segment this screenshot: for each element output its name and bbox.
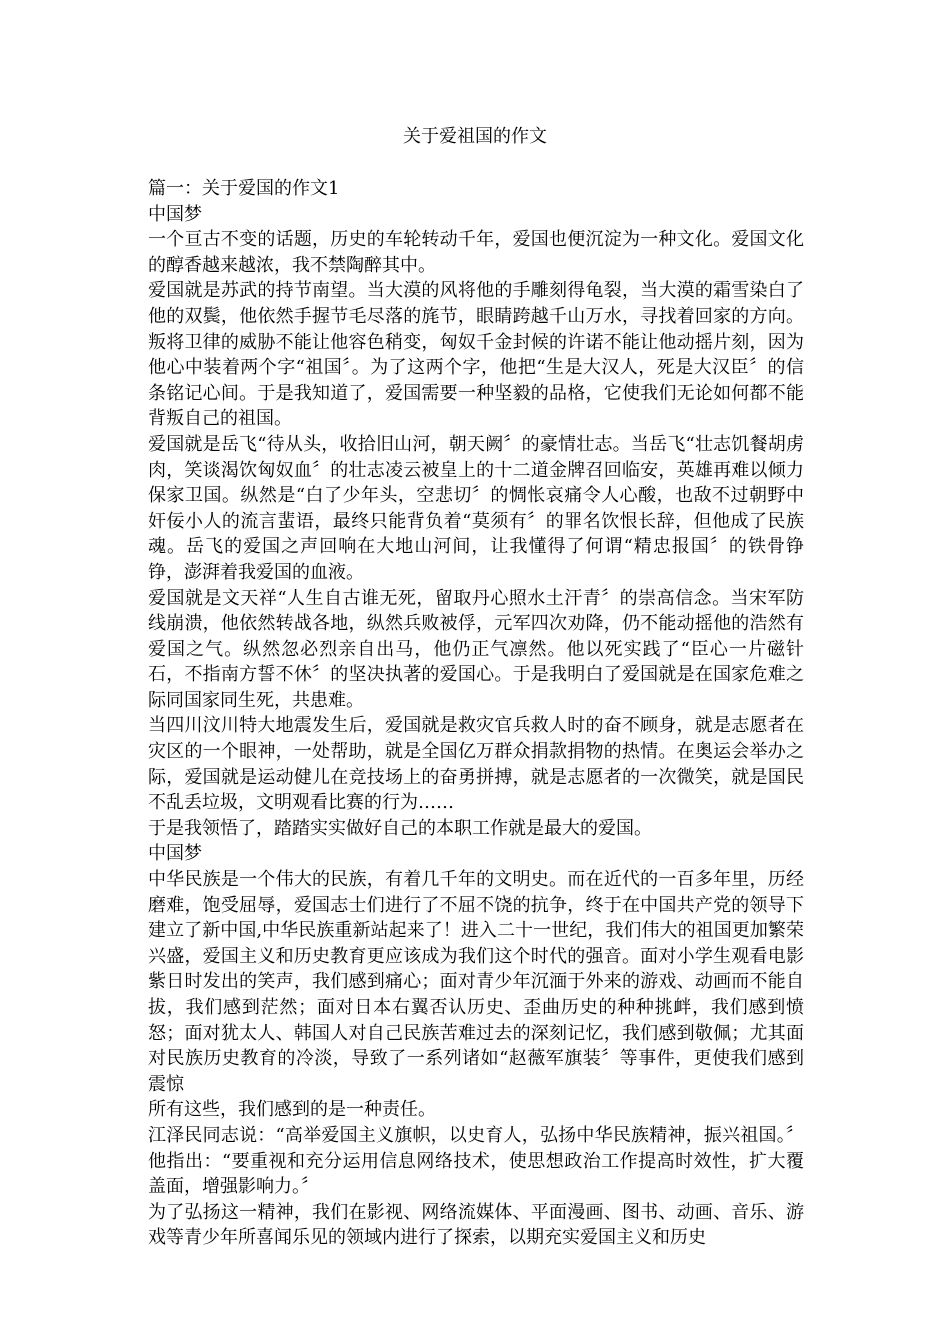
paragraph: 当四川汶川特大地震发生后，爱国就是救灾官兵救人时的奋不顾身，就是志愿者在灾区的一个眼神，一处帮助，就是全国亿万群众捐款捐物的热情。在奥运会举办之际，爱国就是运动健儿在竞技场上的奋勇拼搏，就是志愿者的一次微笑，就是国民不乱丢垃圾，文明观看比赛的行为…… bbox=[148, 715, 804, 814]
subheading: 中国梦 bbox=[148, 843, 202, 865]
paragraph: 爱国就是苏武的持节南望。当大漠的风将他的手雕刻得龟裂，当大漠的霜雪染白了他的双鬓，他依然手握节毛尽落的旄节，眼睛跨越千山万水，寻找着回家的方向。叛将卫律的威胁不能让他容色稍变，匈奴千金封候的许诺不能让他动摇片刻，因为他心中装着两个字“祖国〞。为了这两个字，他把“生是大汉人，死是大汉臣〞的信条铭记心间。于是我知道了，爱国需要一种坚毅的品格，它使我们无论如何都不能背叛自己的祖国。 bbox=[148, 280, 804, 430]
paragraph: 中华民族是一个伟大的民族，有着几千年的文明史。而在近代的一百多年里，历经磨难，饱受屈辱，爱国志士们进行了不屈不饶的抗争，终于在中国共产党的领导下建立了新中国,中华民族重新站起来了！进入二十一世纪，我们伟大的祖国更加繁荣兴盛，爱国主义和历史教育更应该成为我们这个时代的强音。面对小学生观看电影紫日时发出的笑声，我们感到痛心；面对青少年沉湎于外来的游戏、动画而不能自拔，我们感到茫然；面对日本右翼否认历史、歪曲历史的种种挑衅，我们感到愤怒；面对犹太人、韩国人对自己民族苦难过去的深刻记忆，我们感到敬佩；尤其面对民族历史教育的冷淡，导致了一系列诸如“赵薇军旗装〞等事件，更使我们感到震惊 bbox=[148, 869, 804, 1095]
paragraph: 为了弘扬这一精神，我们在影视、网络流媒体、平面漫画、图书、动画、音乐、游戏等青少年所喜闻乐见的领域内进行了探索，以期充实爱国主义和历史 bbox=[148, 1201, 804, 1249]
paragraph: 爱国就是文天祥“人生自古谁无死，留取丹心照水土汗青〞的崇高信念。当宋军防线崩溃，他依然转战各地，纵然兵败被俘，元军四次劝降，仍不能动摇他的浩然有爱国之气。纵然忽必烈亲自出马，他仍正气凛然。他以死实践了“臣心一片磁针石，不指南方誓不休〞的坚决执著的爱国心。于是我明白了爱国就是在国家危难之际同国家同生死，共患难。 bbox=[148, 587, 804, 711]
section-heading: 篇一：关于爱国的作文1 bbox=[148, 178, 340, 199]
paragraph: 于是我领悟了，踏踏实实做好自己的本职工作就是最大的爱国。 bbox=[148, 817, 652, 839]
paragraph: 江泽民同志说：“高举爱国主义旗帜，以史育人，弘扬中华民族精神，振兴祖国。〞他指出：“要重视和充分运用信息网络技术，使思想政治工作提高时效性，扩大覆盖面，增强影响力。〞 bbox=[148, 1124, 804, 1198]
subheading: 中国梦 bbox=[148, 203, 202, 225]
document-body bbox=[148, 176, 804, 1251]
paragraph: 爱国就是岳飞“待从头，收拾旧山河，朝天阙〞的豪情壮志。当岳飞“壮志饥餐胡虏肉，笑谈渴饮匈奴血〞的壮志凌云被皇上的十二道金牌召回临安，英雄再难以倾力保家卫国。纵然是“白了少年头，空悲切〞的惆怅哀痛令人心酸，也敌不过朝野中奸佞小人的流言蜚语，最终只能背负着“莫须有〞的罪名饮恨长辞，但他成了民族魂。岳飞的爱国之声回响在大地山河间，让我懂得了何谓“精忠报国〞的铁骨铮铮，澎湃着我爱国的血液。 bbox=[148, 433, 804, 583]
document-title: 关于爱祖国的作文 bbox=[403, 126, 547, 147]
paragraph: 一个亘古不变的话题，历史的车轮转动千年，爱国也便沉淀为一种文化。爱国文化的醇香越来越浓，我不禁陶醉其中。 bbox=[148, 229, 804, 276]
paragraph: 所有这些，我们感到的是一种责任。 bbox=[148, 1099, 436, 1121]
